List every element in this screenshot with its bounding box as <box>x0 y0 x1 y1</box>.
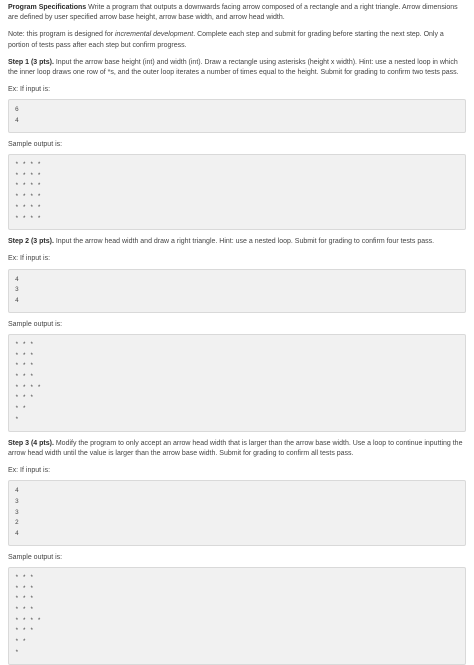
code-line: * * * * <box>15 161 41 169</box>
code-line: 4 <box>15 275 19 283</box>
step2-input-block <box>8 269 466 313</box>
code-line: * * * * <box>15 214 41 222</box>
step3-output-label: Sample output is: <box>8 553 63 561</box>
step3-input-block <box>8 480 466 546</box>
code-line: * * * <box>15 595 34 603</box>
note-paragraph <box>8 30 466 50</box>
step2-heading: Step 2 (3 pts). <box>8 238 54 246</box>
step1-paragraph <box>8 58 466 78</box>
code-line: * * * <box>15 606 34 614</box>
note-prefix: Note: this program is designed for <box>8 31 115 39</box>
code-line: 4 <box>15 530 19 538</box>
step1-output-block <box>8 154 466 230</box>
code-line: * * * * <box>15 182 41 190</box>
step1-input-block <box>8 99 466 132</box>
code-line: * * * <box>15 362 34 370</box>
note-emphasis: incremental development <box>115 31 194 39</box>
code-line: 3 <box>15 508 19 516</box>
step1-heading: Step 1 (3 pts). <box>8 58 54 66</box>
code-line: * * * <box>15 340 34 348</box>
code-line: * * <box>15 405 27 413</box>
step2-text: Input the arrow head width and draw a right triangle. Hint: use a nested loop. Submit for grading to confirm four tests pass. <box>53 238 435 246</box>
code-line: * <box>15 415 19 423</box>
code-line: 4 <box>15 297 19 305</box>
code-line: * * <box>15 638 27 646</box>
code-line: 2 <box>15 519 19 527</box>
step3-output-block <box>8 567 466 665</box>
code-line: 3 <box>15 497 19 505</box>
intro-heading: Program Specifications <box>8 4 87 11</box>
code-line: * * * <box>15 627 34 635</box>
step1-output-label: Sample output is: <box>8 140 63 148</box>
code-line: 6 <box>15 106 19 114</box>
step2-paragraph <box>8 237 466 247</box>
code-line: * * * <box>15 351 34 359</box>
step1-text: Input the arrow base height (int) and width (int). Draw a rectangle using asterisks (height x width). Hint: use a nested loop in which the inner loop draws one row of *s, and the outer loop iterates a number of times equal to the height. Submit for grading to confirm two tests pass. <box>8 58 459 77</box>
code-line: 4 <box>15 117 19 125</box>
code-line: * * * * <box>15 616 41 624</box>
code-line: * * * <box>15 373 34 381</box>
code-line: * * * * <box>15 203 41 211</box>
code-line: * * * <box>15 573 34 581</box>
step3-heading: Step 3 (4 pts). <box>8 439 54 447</box>
step2-input-label: Ex: If input is: <box>8 255 51 263</box>
intro-paragraph <box>8 3 466 23</box>
code-line: * * * * <box>15 193 41 201</box>
code-line: * * * * <box>15 383 41 391</box>
code-line: * * * * <box>15 171 41 179</box>
code-line: * * * <box>15 394 34 402</box>
step3-text: Modify the program to only accept an arrow head width that is larger than the arrow base width. Use a loop to continue inputting the arrow head width until the value is larger than the arrow base width. Submit for grading to confirm all tests pass. <box>8 439 463 457</box>
step2-output-block <box>8 334 466 432</box>
intro-text: Write a program that outputs a downwards facing arrow composed of a rectangle and a right triangle. Arrow dimensions are defined by user specified arrow base height, arrow base width, and arrow head width. <box>8 4 458 22</box>
code-line: 3 <box>15 286 19 294</box>
code-line: * * * <box>15 584 34 592</box>
step3-paragraph <box>8 439 466 459</box>
code-line: 4 <box>15 487 19 495</box>
note-suffix: . Complete each step and submit for grading before starting the next step. Only a portion of tests pass after each step but confirm progress. <box>8 31 444 49</box>
step3-input-label: Ex: If input is: <box>8 467 51 474</box>
step1-input-label: Ex: If input is: <box>8 86 51 94</box>
code-line: * <box>15 648 19 656</box>
step2-output-label: Sample output is: <box>8 320 63 328</box>
